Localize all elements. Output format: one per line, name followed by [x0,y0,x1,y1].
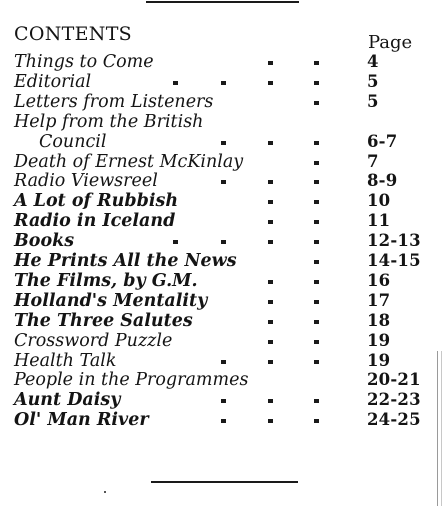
leader-dot [314,260,319,264]
leader-dot [268,280,273,284]
leader-dot [221,399,226,403]
toc-entry-page: 7 [367,151,379,171]
toc-entry-title: Letters from Listeners [14,91,214,112]
toc-entry-title: Help from the British [14,111,204,132]
page-edge-mark [437,351,442,506]
leader-dot [268,320,273,324]
toc-row [14,112,434,132]
leader-dot [314,240,319,244]
toc-entry-page: 19 [367,350,391,370]
leader-dot [268,81,273,85]
toc-entry-page: 24-25 [367,410,421,430]
toc-entry-page: 19 [367,330,391,350]
leader-dot [268,340,273,344]
toc-row [14,171,434,191]
toc-row [14,410,434,430]
toc-entry-title: Aunt Daisy [14,390,121,411]
leader-dot [268,300,273,304]
toc-entry-page: 5 [367,71,379,91]
toc-entry-title: Ol' Man River [14,410,149,431]
leader-dot [314,300,319,304]
page-column-heading: Page [368,32,413,53]
toc-row [14,331,434,351]
leader-dot [221,180,226,184]
toc-entry-page: 8-9 [367,171,398,191]
toc-entry-title: The Three Salutes [14,310,193,331]
leader-dot [314,141,319,145]
toc-row [14,390,434,410]
toc-row [14,92,434,112]
leader-dot [314,360,319,364]
toc-row [14,311,434,331]
toc-entry-title: Radio in Iceland [14,211,176,232]
leader-dot [268,220,273,224]
leader-dot [221,81,226,85]
leader-dot [268,180,273,184]
toc-entry-title: A Lot of Rubbish [14,191,179,212]
toc-row [14,231,434,251]
toc-entry-title: Editorial [14,71,92,92]
toc-entry-title: Council [39,131,107,152]
leader-dot [314,399,319,403]
leader-dot [314,320,319,324]
leader-dot [314,220,319,224]
toc-row [14,291,434,311]
toc-entry-page: 22-23 [367,390,421,410]
leader-dot [221,419,226,423]
toc-row [14,52,434,72]
toc-row [14,132,434,152]
leader-dot [314,101,319,105]
leader-dot [314,81,319,85]
toc-entry-title: The Films, by G.M. [14,270,198,291]
toc-entry-title: He Prints All the News [14,251,237,271]
toc-entry-page: 18 [367,310,391,330]
toc-row [14,191,434,211]
toc-row [14,370,434,390]
leader-dot [314,340,319,344]
toc-entry-page: 4 [367,52,379,71]
toc-entry-title: Radio Viewsreel [14,171,158,192]
leader-dot [268,200,273,204]
leader-dot [268,141,273,145]
leader-dot [268,419,273,423]
toc-entry-page: 17 [367,290,391,310]
toc-entry-page: 5 [367,91,379,111]
leader-dot [268,240,273,244]
toc-entry-page: 14-15 [367,251,421,270]
toc-row [14,211,434,231]
toc-entry-title: Books [14,231,75,252]
leader-dot [173,240,178,244]
leader-dot [268,360,273,364]
leader-dot [268,399,273,403]
toc-entry-title: Death of Ernest McKinlay [14,151,244,172]
contents-heading: CONTENTS [14,23,132,45]
leader-dot [268,61,273,65]
toc-entry-title: People in the Programmes [14,370,249,391]
leader-dot [221,360,226,364]
toc-entry-title: Health Talk [14,350,117,371]
toc-entry-title: Crossword Puzzle [14,330,173,351]
toc-row [14,271,434,291]
toc-entry-page: 16 [367,270,391,290]
bottom-rule [151,481,298,483]
leader-dot [173,81,178,85]
toc-row [14,72,434,92]
leader-dot [314,200,319,204]
toc-entry-page: 10 [367,191,391,211]
leader-dot [221,141,226,145]
leader-dot [314,161,319,165]
print-speck [104,491,106,493]
leader-dot [314,61,319,65]
toc-entry-page: 11 [367,211,391,231]
toc-entry-title: Things to Come [14,52,154,72]
toc-entry-page: 12-13 [367,231,421,251]
toc-row [14,351,434,371]
toc-entry-page: 20-21 [367,370,421,390]
leader-dot [314,280,319,284]
toc-row [14,152,434,172]
toc-entry-title: Holland's Mentality [14,290,208,311]
leader-dot [314,180,319,184]
leader-dot [221,240,226,244]
toc-entry-page: 6-7 [367,131,398,151]
leader-dot [314,419,319,423]
toc-row [14,251,434,271]
